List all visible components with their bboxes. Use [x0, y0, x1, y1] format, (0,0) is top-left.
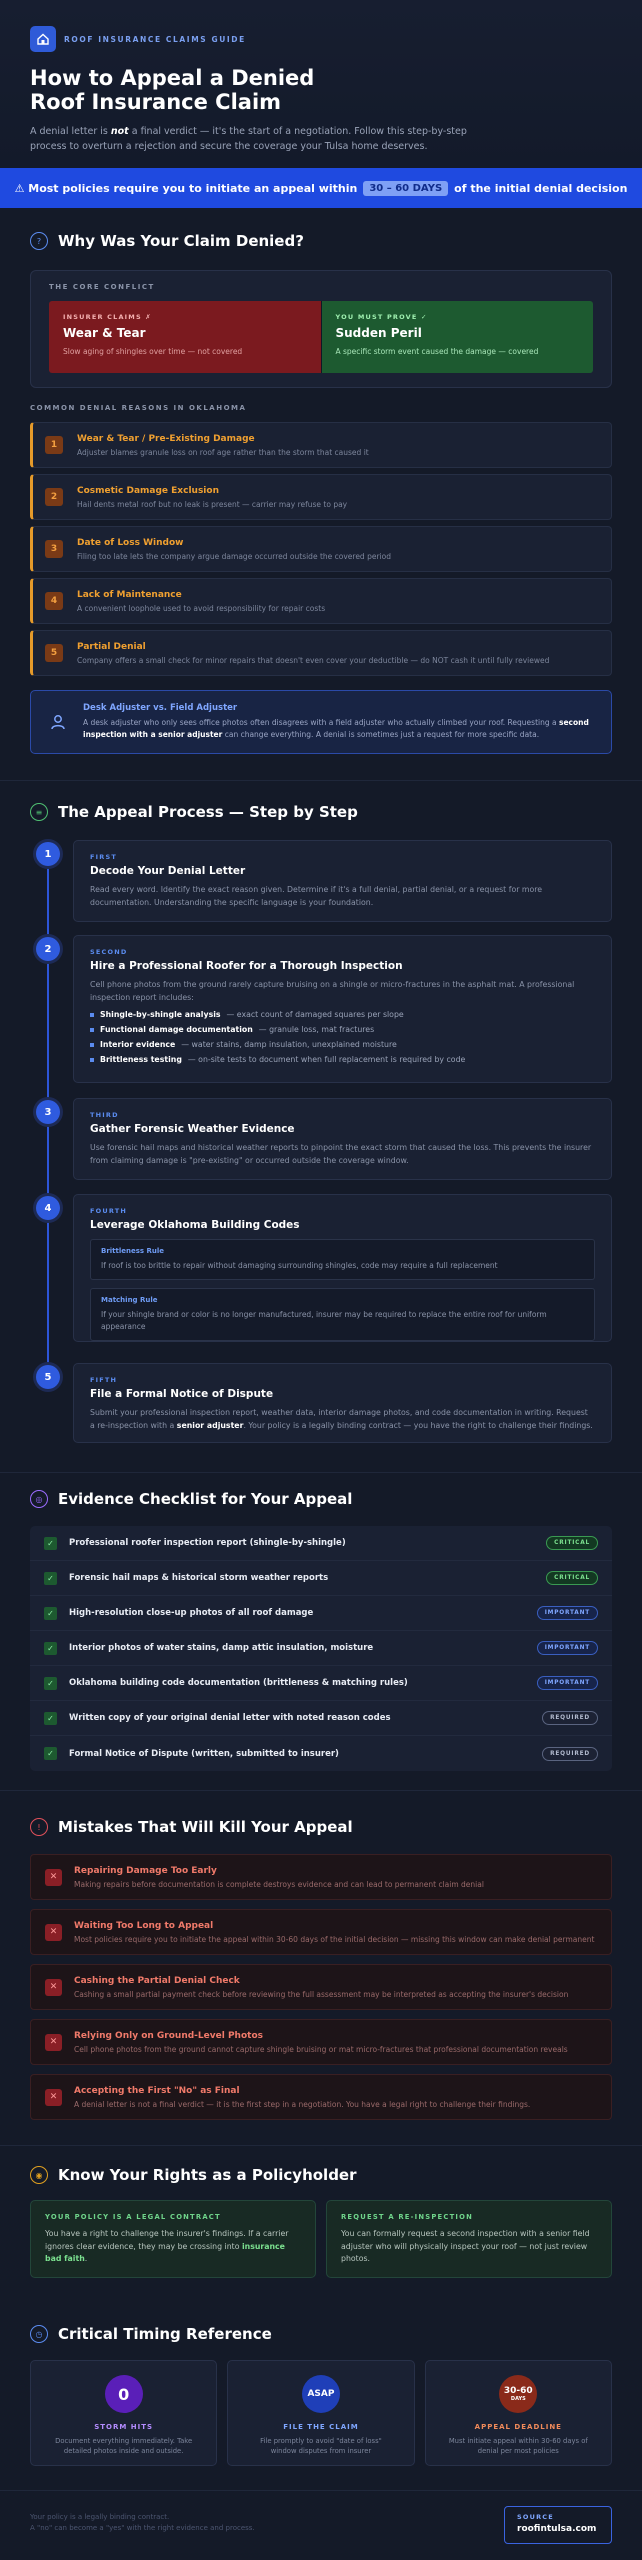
checklist-section-head — [0, 1490, 642, 1508]
you-must-prove-title: Sudden Peril — [335, 326, 422, 340]
bullet-icon — [90, 1028, 94, 1032]
reason-title: Cosmetic Damage Exclusion — [77, 485, 219, 496]
checklist-row[interactable] — [30, 1666, 612, 1701]
timing-circle — [302, 2375, 340, 2413]
page-title: How to Appeal a Denied Roof Insurance Claim — [30, 66, 315, 114]
evidence-checklist — [30, 1526, 612, 1771]
timing-title: Critical Timing Reference — [58, 2325, 272, 2343]
rights-title: Know Your Rights as a Policyholder — [58, 2166, 357, 2184]
reason-number: 5 — [45, 644, 63, 662]
mistakes-section-head — [0, 1818, 642, 1836]
step-bullet: Interior evidence — water stains, damp insulation, unexplained moisture — [90, 1040, 595, 1049]
legal-contract-heading: YOUR POLICY IS A LEGAL CONTRACT — [45, 2213, 221, 2221]
checklist-label: High-resolution close-up photos of all roof damage — [69, 1608, 314, 1618]
checklist-row[interactable] — [30, 1631, 612, 1666]
you-must-prove-panel — [321, 301, 594, 373]
reason-item — [30, 422, 612, 468]
priority-badge: CRITICAL — [546, 1536, 598, 1550]
you-must-prove-desc: A specific storm event caused the damage — covered — [335, 347, 539, 356]
checklist-label: Formal Notice of Dispute (written, submitted to insurer) — [69, 1748, 339, 1759]
reason-item — [30, 630, 612, 676]
mistake-wrap — [0, 1964, 642, 2010]
timing-circle — [499, 2375, 537, 2413]
reason-text — [77, 538, 391, 561]
question-icon: ? — [30, 232, 48, 250]
timing-desc: Document everything immediately. Take detailed photos inside and outside. — [55, 2437, 193, 2455]
mistake-item — [30, 2074, 612, 2120]
reason-wrap — [0, 422, 642, 468]
deadline-pill: 30 – 60 DAYS — [363, 181, 448, 196]
step-bullet: Brittleness testing — on-site tests to document when full replacement is required by code — [90, 1055, 595, 1064]
banner-text-pre: ⚠ Most policies require you to initiate an appeal within — [14, 181, 358, 195]
checklist-row[interactable] — [30, 1561, 612, 1596]
mistake-text — [74, 2031, 568, 2054]
insurer-claims-title: Wear & Tear — [63, 326, 146, 340]
step-title: Gather Forensic Weather Evidence — [90, 1123, 295, 1135]
core-conflict-card — [30, 270, 612, 388]
step-card-4 — [73, 1194, 612, 1342]
checklist-row[interactable] — [30, 1596, 612, 1631]
footer-line-1: Your policy is a legally binding contract. — [30, 2513, 170, 2521]
step-title: Leverage Oklahoma Building Codes — [90, 1219, 300, 1231]
checklist-icon: ◎ — [30, 1490, 48, 1508]
mistake-wrap — [0, 1909, 642, 1955]
reason-desc: Adjuster blames granule loss on roof age rather than the storm that caused it — [77, 447, 369, 457]
priority-badge: IMPORTANT — [537, 1606, 598, 1620]
footer-line-2: A "no" can become a "yes" with the right evidence and process. — [30, 2524, 255, 2532]
step-card-5 — [73, 1363, 612, 1443]
check-icon[interactable]: ✓ — [44, 1747, 57, 1760]
mistake-desc: Making repairs before documentation is complete destroys evidence and can lead to permanent claim denial — [74, 1879, 484, 1889]
timing-value: ASAP — [307, 2389, 335, 2399]
bullet-icon — [90, 1013, 94, 1017]
conflict-wrap — [0, 270, 642, 388]
mistake-desc: Cashing a small partial payment check before reviewing the full assessment may be interpreted as accepting the insurer's decision — [74, 1989, 569, 1999]
banner-text-post: of the initial denial decision — [454, 181, 628, 195]
step-number-3: 3 — [36, 1100, 60, 1124]
reason-item — [30, 526, 612, 572]
mistake-wrap — [0, 2074, 642, 2120]
reason-desc: Hail dents metal roof but no leak is present — carrier may refuse to pay — [77, 499, 348, 509]
mistake-desc: Most policies require you to initiate the appeal within 30-60 days of the initial decision — missing this window can make denial permanent — [74, 1934, 595, 1944]
checklist-title: Evidence Checklist for Your Appeal — [58, 1490, 353, 1508]
reason-title: Date of Loss Window — [77, 537, 184, 548]
step-title: File a Formal Notice of Dispute — [90, 1388, 274, 1400]
checklist-label: Professional roofer inspection report (shingle-by-shingle) — [69, 1538, 346, 1548]
mistake-item — [30, 2019, 612, 2065]
step-number-4: 4 — [36, 1196, 60, 1220]
timing-value: 30-60 — [503, 2386, 533, 2396]
mistake-item — [30, 1909, 612, 1955]
step-bullet: Functional damage documentation — granule loss, mat fractures — [90, 1025, 595, 1034]
step-number-1: 1 — [36, 842, 60, 866]
adjuster-title: Desk Adjuster vs. Field Adjuster — [83, 703, 238, 713]
timing-cards — [30, 2360, 612, 2466]
reason-number: 3 — [45, 540, 63, 558]
process-section-head — [0, 803, 642, 821]
mistake-title: Cashing the Partial Denial Check — [74, 1975, 240, 1986]
reason-text — [77, 642, 549, 665]
reinspection-heading: REQUEST A RE-INSPECTION — [341, 2213, 473, 2221]
step-number-5: 5 — [36, 1365, 60, 1389]
insurer-claims-label: INSURER CLAIMS ✗ — [63, 313, 152, 321]
step-ordinal: FOURTH — [90, 1207, 128, 1215]
check-icon[interactable]: ✓ — [44, 1572, 57, 1585]
checklist-label: Forensic hail maps & historical storm weather reports — [69, 1573, 329, 1583]
timing-unit: DAYS — [510, 2396, 526, 2402]
adjuster-wrap — [0, 690, 642, 754]
mistake-text — [74, 2086, 530, 2109]
checklist-row[interactable] — [30, 1701, 612, 1736]
mistake-desc: Cell phone photos from the ground cannot capture shingle bruising or mat micro-fractures that professional documentation reveals — [74, 2044, 568, 2054]
code-rule-desc: If roof is too brittle to repair without damaging surrounding shingles, code may require a full replacement — [101, 1261, 498, 1270]
priority-badge: REQUIRED — [542, 1711, 598, 1725]
mistake-item — [30, 1964, 612, 2010]
house-icon — [30, 26, 56, 52]
mistake-wrap — [0, 2019, 642, 2065]
timing-value: 0 — [118, 2384, 130, 2404]
mistake-title: Accepting the First "No" as Final — [74, 2085, 240, 2096]
reason-text — [77, 590, 325, 613]
insurer-claims-panel — [49, 301, 321, 373]
list-icon: ≡ — [30, 803, 48, 821]
mistake-text — [74, 1921, 594, 1944]
reason-wrap — [0, 474, 642, 520]
mistake-title: Relying Only on Ground-Level Photos — [74, 2030, 263, 2041]
mistake-title: Repairing Damage Too Early — [74, 1865, 217, 1876]
brand-label: ROOF INSURANCE CLAIMS GUIDE — [64, 34, 246, 44]
why-title: Why Was Your Claim Denied? — [58, 232, 304, 250]
reinspection-card — [326, 2200, 612, 2278]
intro-text: A denial letter is not a final verdict — it's the start of a negotiation. Follow this step-by-step process to overturn a rejection and secure the coverage your Tulsa home deserves. — [30, 126, 467, 152]
step-number-2: 2 — [36, 937, 60, 961]
reason-wrap — [0, 578, 642, 624]
reason-number: 4 — [45, 592, 63, 610]
reason-title: Wear & Tear / Pre-Existing Damage — [77, 433, 255, 444]
priority-badge: CRITICAL — [546, 1571, 598, 1585]
timing-label: FILE THE CLAIM — [283, 2423, 359, 2431]
reason-number: 1 — [45, 436, 63, 454]
reasons-heading: COMMON DENIAL REASONS IN OKLAHOMA — [30, 404, 247, 412]
step-bullet: Shingle-by-shingle analysis — exact count of damaged squares per slope — [90, 1010, 595, 1019]
code-rule-box — [90, 1239, 595, 1280]
adjuster-desc: A desk adjuster who only sees office photos often disagrees with a field adjuster who actually climbed your roof. Requesting a second inspection with a senior adjuster can change everything. A denial is sometimes just a request for more specific data. — [83, 718, 589, 739]
bullet-icon — [90, 1043, 94, 1047]
reason-title: Partial Denial — [77, 641, 146, 652]
process-title: The Appeal Process — Step by Step — [58, 803, 358, 821]
hero-header — [0, 0, 642, 168]
legal-contract-desc: You have a right to challenge the insurer's findings. If a carrier ignores clear evidence, they may be crossing into insurance bad faith. — [45, 2229, 289, 2263]
step-desc: Submit your professional inspection report, weather data, interior damage photos, and code documentation in writing. Request a re-inspection with a senior adjuster. Your policy is a legally binding contract — you have the right to challenge their findings. — [90, 1408, 593, 1430]
clock-icon: ◷ — [30, 2325, 48, 2343]
you-must-prove-label: YOU MUST PROVE ✓ — [335, 313, 428, 321]
step-ordinal: THIRD — [90, 1111, 119, 1119]
checklist-row[interactable] — [30, 1526, 612, 1561]
conflict-heading: THE CORE CONFLICT — [49, 283, 155, 291]
mistake-title: Waiting Too Long to Appeal — [74, 1920, 214, 1931]
close-icon: ✕ — [45, 2089, 62, 2106]
timing-circle — [105, 2375, 143, 2413]
step-ordinal: FIFTH — [90, 1376, 118, 1384]
priority-badge: IMPORTANT — [537, 1676, 598, 1690]
checklist-label: Interior photos of water stains, damp attic insulation, moisture — [69, 1643, 374, 1653]
deadline-banner — [0, 168, 642, 208]
reason-desc: Company offers a small check for minor repairs that doesn't even cover your deductible — do NOT cash it until fully reviewed — [77, 655, 550, 665]
timing-label: STORM HITS — [94, 2423, 154, 2431]
step-title: Hire a Professional Roofer for a Thorough Inspection — [90, 960, 403, 972]
step-title: Decode Your Denial Letter — [90, 865, 246, 877]
check-icon[interactable]: ✓ — [44, 1642, 57, 1655]
timing-desc: Must initiate appeal within 30-60 days of denial per most policies — [448, 2437, 588, 2455]
timing-card — [425, 2360, 612, 2466]
timing-card — [30, 2360, 217, 2466]
code-rule-title: Matching Rule — [101, 1296, 158, 1304]
mistake-item — [30, 1854, 612, 1900]
mistake-desc: A denial letter is not a final verdict — it is the first step in a negotiation. You have a legal right to challenge their findings. — [74, 2099, 531, 2109]
timing-section-head — [0, 2325, 642, 2343]
priority-badge: IMPORTANT — [537, 1641, 598, 1655]
reason-title: Lack of Maintenance — [77, 589, 182, 600]
mistake-wrap — [0, 1854, 642, 1900]
timing-wrap — [0, 2360, 642, 2466]
check-icon[interactable]: ✓ — [44, 1677, 57, 1690]
reason-number: 2 — [45, 488, 63, 506]
timing-card — [227, 2360, 414, 2466]
mistake-text — [74, 1976, 568, 1999]
brand — [30, 26, 612, 52]
checklist-label: Oklahoma building code documentation (brittleness & matching rules) — [69, 1678, 408, 1688]
timing-label: APPEAL DEADLINE — [474, 2423, 562, 2431]
check-icon[interactable]: ✓ — [44, 1607, 57, 1620]
reason-item — [30, 578, 612, 624]
warning-icon: ! — [30, 1818, 48, 1836]
step-ordinal: SECOND — [90, 948, 128, 956]
why-section-head — [0, 232, 642, 250]
check-icon[interactable]: ✓ — [44, 1537, 57, 1550]
checklist-row[interactable] — [30, 1736, 612, 1771]
reason-desc: A convenient loophole used to avoid responsibility for repair costs — [77, 603, 326, 613]
reason-text — [77, 486, 347, 509]
timing-desc: File promptly to avoid "date of loss" window disputes from insurer — [260, 2437, 382, 2455]
source-label: SOURCE — [517, 2513, 554, 2521]
check-icon[interactable]: ✓ — [44, 1712, 57, 1725]
rights-wrap — [0, 2200, 642, 2278]
reason-text — [77, 434, 369, 457]
shield-icon: ◉ — [30, 2166, 48, 2184]
mistake-text — [74, 1866, 484, 1889]
step-ordinal: FIRST — [90, 853, 117, 861]
close-icon: ✕ — [45, 1979, 62, 1996]
reason-wrap — [0, 526, 642, 572]
step-desc: Read every word. Identify the exact reason given. Determine if it's a full denial, partial denial, or a request for more documentation. Understanding the specific language is your foundation. — [90, 885, 543, 907]
source-link[interactable]: roofintulsa.com — [517, 2524, 597, 2534]
close-icon: ✕ — [45, 1924, 62, 1941]
code-rule-desc: If your shingle brand or color is no longer manufactured, insurer may be required to replace the entire roof for uniform appearance — [101, 1310, 547, 1331]
footer-text — [30, 2512, 330, 2534]
step-desc: Use forensic hail maps and historical weather reports to pinpoint the exact storm that caused the loss. This prevents the insurer from claiming damage is "pre-existing" or occurred outside the coverage window. — [90, 1143, 592, 1165]
checklist-wrap — [0, 1526, 642, 1771]
reason-desc: Filing too late lets the company argue damage occurred outside the covered period — [77, 551, 391, 561]
close-icon: ✕ — [45, 1869, 62, 1886]
legal-contract-card — [30, 2200, 316, 2278]
reason-wrap — [0, 630, 642, 676]
adjuster-callout — [30, 690, 612, 754]
checklist-label: Written copy of your original denial letter with noted reason codes — [69, 1713, 391, 1723]
reason-item — [30, 474, 612, 520]
step-card-1 — [73, 840, 612, 922]
person-icon — [49, 713, 67, 731]
insurer-claims-desc: Slow aging of shingles over time — not covered — [63, 347, 243, 356]
reinspection-desc: You can formally request a second inspection with a senior field adjuster who will physically inspect your roof — not just review photos. — [341, 2229, 590, 2263]
conflict-compare — [49, 301, 593, 373]
mistakes-title: Mistakes That Will Kill Your Appeal — [58, 1818, 353, 1836]
rights-section-head — [0, 2166, 642, 2184]
step-desc: Cell phone photos from the ground rarely capture bruising on a shingle or micro-fractures in the asphalt mat. A professional inspection report includes: — [90, 980, 575, 1002]
code-rule-title: Brittleness Rule — [101, 1247, 165, 1255]
source-box[interactable] — [504, 2506, 612, 2544]
priority-badge: REQUIRED — [542, 1747, 598, 1761]
step-card-3 — [73, 1098, 612, 1180]
code-rule-box — [90, 1288, 595, 1341]
step-card-2 — [73, 935, 612, 1083]
close-icon: ✕ — [45, 2034, 62, 2051]
bullet-icon — [90, 1058, 94, 1062]
